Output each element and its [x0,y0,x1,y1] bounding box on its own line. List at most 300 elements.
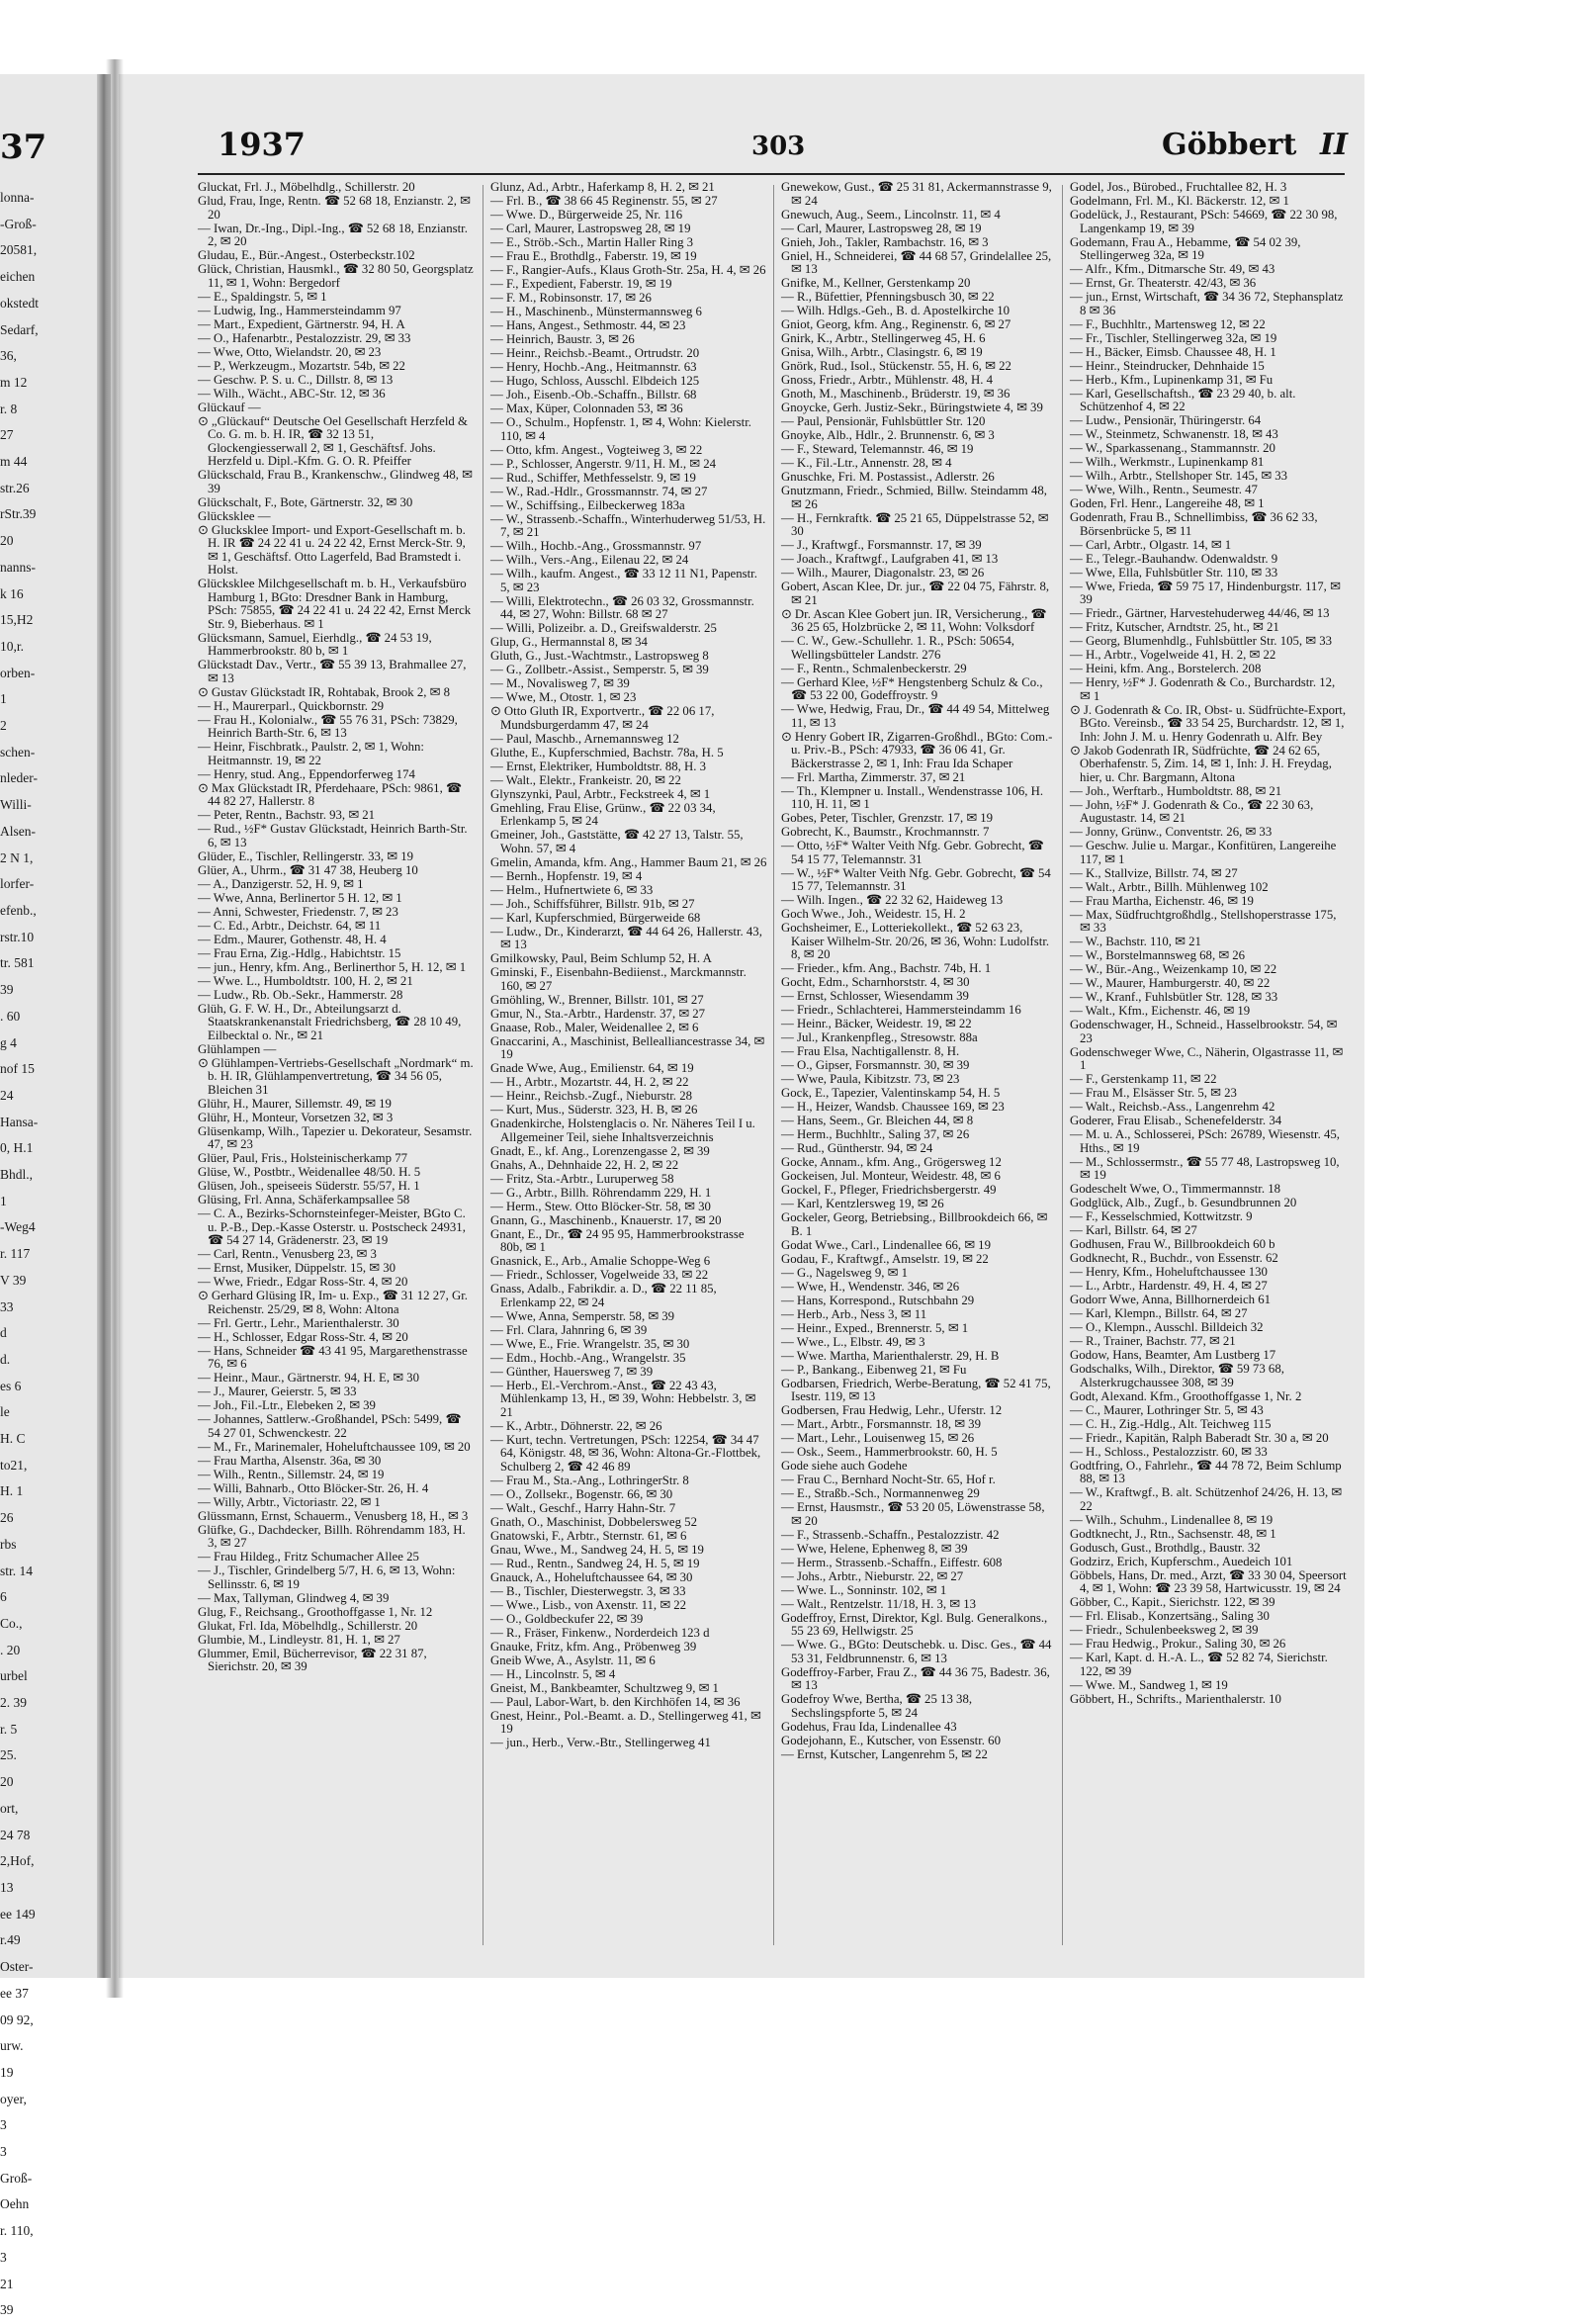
previous-page-fragment: 2 N 1, [0,849,34,865]
directory-entry: Gnaccarini, A., Maschinist, Bellealliancestrasse 34, ✉ 19 [490,1033,765,1061]
directory-entry: Gocht, Edm., Scharnhorststr. 4, ✉ 30 [781,975,970,989]
directory-entry: — Friedr., Kapitän, Ralph Baberadt Str. 30 a, ✉ 20 [1070,1430,1329,1445]
directory-entry: Godusch, Gust., Brothdlg., Baustr. 32 [1070,1540,1261,1555]
directory-entry: — Heinr., Reichsb.-Zugf., Nieburstr. 28 [490,1089,693,1103]
directory-entry: — Hans, Schneider ☎ 43 41 95, Margarethenstrasse 76, ✉ 6 [198,1343,468,1371]
previous-page-fragment: 3 [0,2117,7,2133]
previous-page-fragment: 15,H2 [0,612,34,628]
directory-entry: — O., Goldbeckufer 22, ✉ 39 [490,1611,644,1626]
directory-entry: — Frau Hildeg., Fritz Schumacher Allee 25 [198,1550,419,1564]
directory-entry: Gnewekow, Gust., ☎ 25 31 81, Ackermannstrasse 9, ✉ 24 [781,180,1052,208]
directory-entry: Gniot, Georg, kfm. Ang., Reginenstr. 6, ✉ 27 [781,317,1011,331]
directory-entry: Gockeler, Georg, Betriebsing., Billbrookdeich 66, ✉ B. 1 [781,1210,1048,1238]
previous-page-fragment: H. 1 [0,1483,24,1499]
directory-entry: Gobert, Ascan Klee, Dr. jur., ☎ 22 04 75, Fährstr. 8, ✉ 21 [781,580,1050,607]
directory-entry: — P., Bankang., Eibenweg 21, ✉ Fu [781,1362,967,1377]
directory-entry: Glückstadt Dav., Vertr., ☎ 55 39 13, Brahmallee 27, ✉ 13 [198,658,467,685]
directory-entry: — Wilh., Hochb.-Ang., Grossmannstr. 97 [490,539,702,553]
directory-entry: — H., Arbtr., Mozartstr. 44, H. 2, ✉ 22 [490,1075,689,1089]
previous-page-fragment: oyer, [0,2091,27,2106]
volume-number: II [1320,128,1349,162]
directory-entry: — Herm., Stew. Otto Blöcker-Str. 58, ✉ 30 [490,1199,711,1213]
directory-entry: — Carl, Maurer, Lastropsweg 28, ✉ 19 [490,222,691,235]
directory-entry: — Herb., El.-Verchrom.-Anst., ☎ 22 43 43, Mühlenkamp 13, H., ✉ 39, Wohn: Hebbelstr. 3, ✉ 21 [490,1378,756,1419]
directory-entry: Göbbels, Hans, Dr. med., Arzt, ☎ 33 30 04, Speersort 4, ✉ 1, Wohn: ☎ 23 39 58, Hartwicusstr. 19, ✉ 24 [1070,1567,1347,1595]
directory-entry: Gnath, O., Maschinist, Dobbelersweg 52 [490,1514,697,1529]
directory-entry: ⊙ Glucksklee Import- und Export-Gesellschaft m. b. H. IR ☎ 24 22 41 u. 24 22 42, Ernst Merck-Str. 9, ✉ 1, Geschäftsf. Otto Lagerfeld, Bad Bramstedt i. Holst. [198,522,466,577]
directory-entry: — Frau M., Sta.-Ang., LothringerStr. 8 [490,1473,689,1487]
directory-entry: — John, ½F* J. Godenrath & Co., ☎ 22 30 63, Augustastr. 14, ✉ 21 [1070,797,1314,825]
directory-column-2 [490,181,767,1961]
previous-page-fragment: 2 [0,718,7,734]
previous-page-fragment: . 60 [0,1008,21,1024]
directory-entry: Gnadt, E., kf. Ang., Lorenzengasse 2, ✉ 39 [490,1143,710,1158]
directory-entry: — Henry, ½F* J. Godenrath & Co., Burchardstr. 12, ✉ 1 [1070,675,1336,703]
directory-entry: Gluth, G., Just.-Wachtmstr., Lastropsweg 8 [490,649,709,663]
directory-entry: — Wwe. L., Sonninstr. 102, ✉ 1 [781,1582,947,1597]
directory-entry: — Wwe, Hedwig, Frau, Dr., ☎ 44 49 54, Mittelweg 11, ✉ 13 [781,702,1050,730]
directory-entry: — Wilh. Ingen., ☎ 22 32 62, Haideweg 13 [781,893,1004,907]
previous-page-fragment: 3 [0,2249,7,2265]
column-divider [1062,185,1063,1945]
directory-entry: Gmilkowsky, Paul, Beim Schlump 52, H. A [490,951,712,965]
directory-entry: Gneib Wwe, A., Asylstr. 11, ✉ 6 [490,1653,656,1667]
directory-entry: — W., Bachstr. 110, ✉ 21 [1070,935,1201,948]
directory-entry: — Joh., Werftarb., Humboldtstr. 88, ✉ 21 [1070,783,1282,798]
directory-entry: Godschalks, Wilh., Direktor, ☎ 59 73 68, Alsterkrugchaussee 308, ✉ 39 [1070,1362,1284,1389]
directory-entry: Glücksklee Milchgesellschaft m. b. H., Verkaufsbüro Hamburg 1, BGto: Dresdner Bank in Hamburg, PSch: 75855, ☎ 24 22 41 u. 24 22 42, Ernst Merck Str. 9, Bieberhaus. ✉ 1 [198,577,472,631]
directory-entry: — Joh., Fil.-Ltr., Elebeken 2, ✉ 39 [198,1398,376,1412]
directory-entry: Gluckat, Frl. J., Möbelhdlg., Schillerstr. 20 [198,180,415,194]
previous-page-fragment: . 20 [0,1642,21,1657]
directory-entry: — Frau M., Elsässer Str. 5, ✉ 23 [1070,1086,1237,1100]
directory-entry: Godorr Wwe, Anna, Billhornerdeich 61 [1070,1293,1272,1306]
directory-entry: — Hans, Angest., Sethmostr. 44, ✉ 23 [490,318,686,332]
directory-entry: Godeschelt Wwe, O., Timmermannstr. 18 [1070,1182,1281,1196]
directory-entry: Gmehling, Frau Elise, Grünw., ☎ 22 03 34, Erlenkamp 5, ✉ 24 [490,800,716,828]
previous-page-fragment: str.26 [0,480,30,495]
previous-page-fragment: nof 15 [0,1061,35,1077]
directory-entry: — Wilh., Maurer, Diagonalstr. 23, ✉ 26 [781,566,985,580]
directory-entry: — H., Bäcker, Eimsb. Chaussee 48, H. 1 [1070,344,1276,359]
directory-entry: Glückauf — [198,400,261,414]
directory-entry: — Willi, Bahnarb., Otto Blöcker-Str. 26, H. 4 [198,1480,429,1495]
directory-entry: Gnant, E., Dr., ☎ 24 95 95, Hammerbrookstrasse 80b, ✉ 1 [490,1226,745,1254]
previous-page-fragment: 20 [0,533,14,549]
directory-entry: Godtknecht, J., Rtn., Sachsenstr. 48, ✉ 1 [1070,1526,1276,1541]
directory-entry: ⊙ J. Godenrath & Co. IR, Obst- u. Südfrüchte-Export, BGto. Vereinsb., ☎ 33 54 25, Burchardstr. 12, ✉ 1, Inh: John J. M. u. Henry Godenrath u. Alfr. Bey [1070,702,1347,744]
directory-entry: — Wwe., L., Elbstr. 49, ✉ 3 [781,1334,925,1349]
directory-entry: Gnutzmann, Friedr., Schmied, Billw. Steindamm 48, ✉ 26 [781,484,1047,511]
directory-entry: Gminski, F., Eisenbahn-Bediienst., Marckmannstr. 160, ✉ 27 [490,965,747,993]
directory-entry: Glumbie, M., Lindleystr. 81, H. 1, ✉ 27 [198,1632,400,1647]
directory-entry: Gmur, N., Sta.-Arbtr., Hardenstr. 37, ✉ 27 [490,1006,706,1021]
directory-entry: — Wwe, Anna, Semperstr. 58, ✉ 39 [490,1308,675,1323]
directory-entry: Gnuschke, Fri. M. Postassist., Adlerstr. 26 [781,470,995,484]
directory-entry: — Wilh. Hdlgs.-Geh., B. d. Apostelkirche 10 [781,304,1010,317]
directory-entry: — Anni, Schwester, Friedenstr. 7, ✉ 23 [198,904,398,919]
previous-page-fragment: 19 [0,2064,14,2080]
directory-entry: — Wilh., Wächt., ABC-Str. 12, ✉ 36 [198,386,386,401]
previous-page-fragment: 39 [0,982,14,998]
directory-entry: — F., Kesselschmied, Kottwitzstr. 9 [1070,1209,1253,1223]
directory-entry: — W., Sparkassenang., Stammannstr. 20 [1070,441,1275,455]
directory-entry: — Wilh., Werkmstr., Lupinenkamp 81 [1070,455,1265,469]
directory-entry: ⊙ Henry Gobert IR, Zigarren-Großhdl., BGto: Com.- u. Priv.-B., PSch: 47933, ☎ 36 06 41, Gr. Bäckerstrasse 2, ✉ 1, Inh: Frau Ida Schaper [781,729,1053,770]
directory-entry: Glüsing, Frl. Anna, Schäferkampsallee 58 [198,1193,410,1207]
previous-page-fragment: 21 [0,2276,14,2291]
directory-entry: Goden, Frl. Henr., Langereihe 48, ✉ 1 [1070,496,1265,510]
directory-entry: — O., Hafenarbtr., Pestalozzistr. 29, ✉ 33 [198,330,411,345]
directory-entry: Gock, E., Tapezier, Valentinskamp 54, H. 5 [781,1086,1001,1100]
previous-page-fragment: 2,Hof, [0,1853,35,1869]
directory-entry: — Friedr., Schlachterei, Hammersteindamm 16 [781,1003,1021,1017]
directory-column-3 [781,181,1058,1961]
directory-entry: Glüse, W., Postbtr., Weidenallee 48/50. H. 5 [198,1165,421,1179]
directory-entry: — Ernst, Hausmstr., ☎ 53 20 05, Löwenstrasse 58, ✉ 20 [781,1500,1045,1528]
directory-entry: Glüh, G. F. W. H., Dr., Abteilungsarzt d. Staatskrankenanstalt Friedrichsberg, ☎ 28 10 49, Eilbecktal o. Nr., ✉ 21 [198,1001,462,1042]
directory-entry: — Geschw. P. S. u. C., Dillstr. 8, ✉ 13 [198,372,394,387]
directory-entry: — jun., Henry, kfm. Ang., Berlinerthor 5, H. 12, ✉ 1 [198,959,467,974]
directory-entry: — Ernst, Kutscher, Langenrehm 5, ✉ 22 [781,1746,988,1761]
directory-entry: — Heinr., Reichsb.-Beamt., Ortrudstr. 20 [490,346,700,360]
directory-entry: — Rud., ½F* Gustav Glückstadt, Heinrich Barth-Str. 6, ✉ 13 [198,822,468,849]
directory-entry: — C., Maurer, Lothringer Str. 5, ✉ 43 [1070,1402,1264,1417]
previous-page-fragment: ort, [0,1800,19,1816]
previous-page-fragment: Bhdl., [0,1167,34,1183]
directory-entry: ⊙ „Glückauf“ Deutsche Oel Gesellschaft Herzfeld & Co. G. m. b. H. IR, ☎ 32 13 51, Glockengiesserwall 2, ✉ 1, Geschäftsf. Johs. Herzfeld u. Dipl.-Kfm. G. O. R. Pfeiffer [198,413,468,468]
directory-entry: Godau, F., Kraftwgf., Amselstr. 19, ✉ 22 [781,1251,989,1266]
directory-entry: — Wwe. Martha, Marienthalerstr. 29, H. B [781,1348,1000,1363]
directory-entry: — Johs., Arbtr., Nieburstr. 22, ✉ 27 [781,1568,964,1583]
directory-entry: — Herm., Strassenb.-Schaffn., Eiffestr. 608 [781,1555,1003,1569]
column-divider [773,185,774,1945]
directory-entry: Godenrath, Frau B., Schnellimbiss, ☎ 36 62 33, Börsenbrücke 5, ✉ 11 [1070,510,1318,538]
directory-entry: — Joh., Schiffsführer, Billstr. 91b, ✉ 27 [490,896,695,911]
directory-entry: — Otto, ½F* Walter Veith Nfg. Gebr. Gobrecht, ☎ 54 15 77, Telemannstr. 31 [781,839,1044,866]
directory-entry: — Wwe. G., BGto: Deutschebk. u. Disc. Ges., ☎ 44 53 31, Feldbrunnenstr. 6, ✉ 13 [781,1638,1052,1665]
directory-entry: Gnadenkirche, Holstenglacis o. Nr. Näheres Teil I u. Allgemeiner Teil, siehe Inhaltsverzeichnis [490,1117,755,1144]
directory-entry: — P., Schlosser, Angerstr. 9/11, H. M., ✉ 24 [490,456,716,471]
directory-entry: — Willi, Polizeibr. a. D., Greifswalderstr. 25 [490,621,717,635]
previous-page-edge [0,74,111,2318]
directory-entry: — P., Werkzeugm., Mozartstr. 54b, ✉ 22 [198,358,405,373]
directory-entry: — O., Klempn., Ausschl. Billdeich 32 [1070,1320,1264,1334]
directory-entry: — G., Arbtr., Billh. Röhrendamm 229, H. 1 [490,1185,712,1200]
directory-entry: — Max, Tallyman, Glindweg 4, ✉ 39 [198,1590,390,1605]
directory-entry: — B., Tischler, Diesterwegstr. 3, ✉ 33 [490,1583,686,1598]
directory-entry: — Henry, Kfm., Hoheluftchaussee 130 [1070,1265,1268,1279]
directory-entry: — C. A., Bezirks-Schornsteinfeger-Meister, BGto C. u. P.-B., Dep.-Kasse Osterstr. u. Postscheck 24931, ☎ 54 27 14, Grädenerstr. 23, ✉ 19 [198,1207,466,1247]
directory-entry: Gnauck, A., Hoheluftchaussee 64, ✉ 30 [490,1569,693,1584]
directory-entry: — Frau Elsa, Nachtigallenstr. 8, H. [781,1044,960,1058]
previous-page-fragment: Sedarf, [0,321,39,337]
directory-entry: Godeffroy-Farber, Frau Z., ☎ 44 36 75, Badestr. 36, ✉ 13 [781,1664,1050,1692]
directory-entry: — Ernst, Musiker, Düppelstr. 15, ✉ 30 [198,1261,396,1275]
directory-entry: Godel, Jos., Bürobed., Fruchtallee 82, H. 3 [1070,180,1287,194]
directory-entry: Gludau, E., Bür.-Angest., Osterbeckstr.102 [198,248,415,262]
directory-entry: — E., Telegr.-Bauhandw. Odenwaldstr. 9 [1070,551,1278,566]
directory-entry: — Wwe, Otto, Wielandstr. 20, ✉ 23 [198,344,382,359]
directory-entry: — Kurt, techn. Vertretungen, PSch: 12254, ☎ 34 47 64, Königstr. 48, ✉ 36, Wohn: Altona-Gr.-Flottbek, Schulberg 2, ☎ 42 46 89 [490,1432,761,1474]
directory-entry: — H., Schlosser, Edgar Ross-Str. 4, ✉ 20 [198,1329,408,1344]
directory-entry: Glukat, Frl. Ida, Möbelhdlg., Schillerstr. 20 [198,1618,418,1633]
previous-page-fragment: 24 78 [0,1827,31,1842]
directory-entry: — Edm., Maurer, Gothenstr. 48, H. 4 [198,932,387,946]
page-header [119,74,1364,193]
directory-entry: — E., Straßb.-Sch., Normannenweg 29 [781,1486,980,1500]
directory-entry: — W., Kranf., Fuhlsbütler Str. 128, ✉ 33 [1070,990,1278,1004]
previous-page-fragment: 1 [0,1193,7,1208]
directory-entry: Glühr, H., Monteur, Vorsetzen 32, ✉ 3 [198,1110,394,1124]
previous-page-fragment: es 6 [0,1378,22,1393]
directory-entry: — E., Spaldingstr. 5, ✉ 1 [198,289,327,304]
directory-entry: — Friedr., Schulenbeeksweg 2, ✉ 39 [1070,1623,1259,1637]
directory-entry: — H., Maurerparl., Quickbornstr. 29 [198,698,385,713]
directory-entry: — Frau Martha, Alsenstr. 36a, ✉ 30 [198,1453,382,1468]
previous-page-fragment: r. 117 [0,1246,31,1262]
page-year: 1937 [218,126,307,163]
previous-page-fragment: eichen [0,269,36,285]
directory-entry: Godzirz, Erich, Kupferschm., Auedeich 101 [1070,1554,1293,1568]
directory-entry: Glüer, A., Uhrm., ☎ 31 47 38, Heuberg 10 [198,862,418,877]
directory-entry: Gmeiner, Joh., Gaststätte, ☎ 42 27 13, Talstr. 55, Wohn. 57, ✉ 4 [490,828,744,855]
directory-entry: Godbersen, Frau Hedwig, Lehr., Uferstr. 12 [781,1403,1003,1417]
directory-entry: — Osk., Seem., Hammerbrookstr. 60, H. 5 [781,1445,998,1459]
previous-page-fragment: urbel [0,1668,28,1684]
directory-entry: Göbbert, H., Schrifts., Marienthalerstr. 10 [1070,1691,1281,1706]
directory-entry: — Jonny, Grünw., Conventstr. 26, ✉ 33 [1070,825,1273,839]
previous-page-fragment: 10,r. [0,638,25,654]
directory-entry: — Alfr., Kfm., Ditmarsche Str. 49, ✉ 43 [1070,262,1275,276]
directory-entry: Godejohann, E., Kutscher, von Essenstr. 60 [781,1733,1001,1747]
directory-entry: ⊙ Gerhard Glüsing IR, Im- u. Exp., ☎ 31 12 27, Gr. Reichenstr. 25/29, ✉ 8, Wohn: Altona [198,1289,468,1316]
directory-entry: Gmöhling, W., Brenner, Billstr. 101, ✉ 27 [490,992,704,1007]
directory-entry: — Frl. B., ☎ 38 66 45 Reginenstr. 55, ✉ 27 [490,194,718,208]
previous-page-text-fragments [0,185,95,2324]
directory-entry: — Walt., Kfm., Eichenstr. 46, ✉ 19 [1070,1004,1251,1018]
previous-page-fragment: 3 [0,2144,7,2160]
directory-entry: Gockeisen, Jul. Monteur, Weidestr. 48, ✉ 6 [781,1169,1001,1183]
previous-page-fragment: ee 149 [0,1906,36,1922]
directory-entry: — H., Heizer, Wandsb. Chaussee 169, ✉ 23 [781,1100,1005,1114]
directory-entry: — Wwe, Wilh., Rentn., Seumestr. 47 [1070,483,1258,496]
directory-entry: — R., Büfettier, Pfenningsbusch 30, ✉ 22 [781,290,995,304]
directory-entry: ⊙ Gustav Glückstadt IR, Rohtabak, Brook 2, ✉ 8 [198,684,450,699]
previous-page-fragment: 36, [0,348,17,364]
binding-shadow [106,59,124,1998]
directory-entry: — Mart., Lehr., Louisenweg 15, ✉ 26 [781,1431,975,1445]
directory-entry: — Carl, Arbtr., Olgastr. 14, ✉ 1 [1070,537,1232,552]
directory-entry: Gobes, Peter, Tischler, Grenzstr. 17, ✉ 19 [781,811,994,825]
directory-entry: Glüsenkamp, Wilh., Tapezier u. Dekorateur, Sesamstr. 47, ✉ 23 [198,1123,473,1151]
directory-entry: — W., Rad.-Hdlr., Grossmannstr. 74, ✉ 27 [490,484,708,498]
directory-entry: Gobrecht, K., Baumstr., Krochmannstr. 7 [781,825,990,839]
directory-entry: — Ludw., Pensionär, Thüringerstr. 64 [1070,413,1262,427]
directory-entry: — H., Lincolnstr. 5, ✉ 4 [490,1666,616,1681]
directory-entry: Gnoth, M., Maschinenb., Brüderstr. 19, ✉ 36 [781,387,1011,401]
directory-entry: — Fritz, Sta.-Arbtr., Luruperweg 58 [490,1171,674,1186]
directory-entry: — Walt., Rentzelstr. 11/18, H. 3, ✉ 13 [781,1596,977,1611]
directory-entry: — Rud., Schiffer, Methfesselstr. 9, ✉ 19 [490,470,696,485]
directory-entry: — Hans, Seem., Gr. Bleichen 44, ✉ 8 [781,1114,974,1127]
directory-entry: Gnann, G., Maschinenb., Knauerstr. 17, ✉ 20 [490,1212,722,1227]
previous-page-fragment: d [0,1325,7,1341]
directory-entry: — Max, Südfruchtgroßhdlg., Stellshoperstrasse 175, ✉ 33 [1070,907,1337,935]
directory-entry: — Karl, Kapt. d. H.-A. L., ☎ 52 82 74, Sierichstr. 122, ✉ 39 [1070,1651,1328,1678]
directory-entry: — O., Schulm., Hopfenstr. 1, ✉ 4, Wohn: Kielerstr. 110, ✉ 4 [490,415,751,443]
previous-page-fragment: Hansa- [0,1114,39,1129]
directory-entry: Gnaase, Rob., Maler, Weidenallee 2, ✉ 6 [490,1020,699,1034]
directory-entry: — A., Danzigerstr. 52, H. 9, ✉ 1 [198,876,364,891]
previous-page-fragment: 33 [0,1298,14,1314]
directory-entry: ⊙ Otto Gluth IR, Exportvertr., ☎ 22 06 17, Mundsburgerdamm 47, ✉ 24 [490,704,715,732]
previous-page-fragment: Groß- [0,2170,33,2186]
directory-entry: — Karl, Gesellschaftsh., ☎ 23 29 40, b. alt. Schützenhof 4, ✉ 22 [1070,386,1296,413]
previous-page-fragment: m 44 [0,454,28,470]
previous-page-fragment: 09 92, [0,2011,34,2027]
directory-entry: Godt, Alexand. Kfm., Groothoffgasse 1, Nr. 2 [1070,1388,1302,1403]
directory-entry: — Wwe, E., Frie. Wrangelstr. 35, ✉ 30 [490,1336,690,1351]
directory-entry: — O., Gipser, Forsmannstr. 30, ✉ 39 [781,1058,970,1072]
previous-page-fragment: 27 [0,427,14,443]
directory-entry: — Gerhard Klee, ½F* Hengstenberg Schulz & Co., ☎ 53 22 00, Godeffroystr. 9 [781,674,1043,702]
directory-entry: — Frau Martha, Eichenstr. 46, ✉ 19 [1070,893,1254,908]
directory-entry: Glud, Frau, Inge, Rentn. ☎ 52 68 18, Enzianstr. 2, ✉ 20 [198,194,471,222]
directory-entry: ⊙ Dr. Ascan Klee Gobert jun. IR, Versicherung., ☎ 36 25 65, Holzbrücke 2, ✉ 11, Wohn: Volksdorf [781,606,1047,634]
directory-entry: — M., Fr., Marinemaler, Hoheluftchaussee 109, ✉ 20 [198,1439,471,1454]
directory-entry: — F., Expedient, Faberstr. 19, ✉ 19 [490,277,672,291]
directory-entry: — Heini, kfm. Ang., Borstelerch. 208 [1070,662,1262,675]
directory-entry: — W., Strassenb.-Schaffn., Winterhuderweg 51/53, H. 7, ✉ 21 [490,511,766,539]
directory-entry: Glühlampen — [198,1041,277,1056]
directory-entry: — Ludwig, Ing., Hammersteindamm 97 [198,303,401,317]
directory-entry: — Peter, Rentn., Bachstr. 93, ✉ 21 [198,808,376,822]
directory-entry: — M., Novalisweg 7, ✉ 39 [490,676,630,690]
directory-entry: — Max, Küper, Colonnaden 53, ✉ 36 [490,402,683,415]
header-rule [198,173,1345,175]
directory-entry: — Wwe. M., Sandweg 1, ✉ 19 [1070,1677,1228,1692]
previous-page-fragment: r. 5 [0,1721,18,1737]
previous-page-fragment: H. C [0,1431,26,1447]
directory-entry: Godelmann, Frl. M., Kl. Bäckerstr. 12, ✉ 1 [1070,194,1289,208]
previous-page-number: 37 [0,128,47,167]
previous-page-fragment: to21, [0,1457,28,1473]
directory-entry: Godhusen, Frau W., Billbrookdeich 60 b [1070,1237,1275,1251]
directory-entry: — Wilh., Schuhm., Lindenallee 8, ✉ 19 [1070,1512,1274,1527]
directory-entry: Godknecht, R., Buchdr., von Essenstr. 62 [1070,1251,1278,1265]
directory-entry: — Edm., Hochb.-Ang., Wrangelstr. 35 [490,1350,686,1365]
directory-entry: — Wwe., Lisb., von Axenstr. 11, ✉ 22 [490,1597,687,1612]
directory-entry: — Frl. Clara, Jahnring 6, ✉ 39 [490,1322,648,1337]
directory-entry: — Frau Erna, Zig.-Hdlg., Habichtstr. 15 [198,945,401,960]
directory-entry: Gnade Wwe, Aug., Emilienstr. 64, ✉ 19 [490,1061,694,1075]
previous-page-fragment: 2. 39 [0,1695,27,1711]
directory-entry: — Henry, Hochb.-Ang., Heitmannstr. 63 [490,360,697,374]
directory-entry: — Wwe, Helene, Ephenweg 8, ✉ 39 [781,1541,968,1556]
directory-entry: — Rud., Güntherstr. 94, ✉ 24 [781,1141,933,1155]
directory-entry: Gocke, Annam., kfm. Ang., Grögersweg 12 [781,1155,1002,1169]
directory-entry: — K., Fil.-Ltr., Annenstr. 28, ✉ 4 [781,456,952,470]
previous-page-fragment: efenb., [0,902,37,918]
directory-entry: — Friedr., Gärtner, Harvestehuderweg 44/46, ✉ 13 [1070,606,1330,620]
directory-entry: Godehus, Frau Ida, Lindenallee 43 [781,1719,957,1734]
directory-entry: Gluthe, E., Kupferschmied, Bachstr. 78a, H. 5 [490,745,724,760]
directory-entry: Gnewuch, Aug., Seem., Lincolnstr. 11, ✉ 4 [781,207,1001,222]
previous-page-fragment: lorfer- [0,876,35,892]
directory-entry: — H., Arbtr., Vogelweide 41, H. 2, ✉ 22 [1070,648,1276,662]
directory-entry: — Ludw., Dr., Kinderarzt, ☎ 44 64 26, Hallerstr. 43, ✉ 13 [490,924,762,951]
directory-entry: — Karl, Kentzlersweg 19, ✉ 26 [781,1197,944,1210]
directory-entry: — Johannes, Sattlerw.-Großhandel, PSch: 5499, ☎ 54 27 01, Schwenckestr. 22 [198,1412,462,1440]
directory-entry: — F., Strassenb.-Schaffn., Pestalozzistr. 42 [781,1527,1000,1542]
directory-entry: — Ernst, Elektriker, Humboldtstr. 88, H. 3 [490,759,707,773]
previous-page-fragment: 0, H.1 [0,1140,34,1156]
directory-entry: — Wilh., Vers.-Ang., Eilenau 22, ✉ 24 [490,553,689,567]
directory-entry: — F., Rentn., Schmalenbeckerstr. 29 [781,661,967,675]
directory-entry: — Willy, Arbtr., Victoriastr. 22, ✉ 1 [198,1494,381,1509]
directory-entry: Godefroy Wwe, Bertha, ☎ 25 13 38, Sechslingspforte 5, ✉ 24 [781,1692,973,1720]
previous-page-fragment: Co., [0,1615,23,1631]
directory-entry: — W., Bür.-Ang., Weizenkamp 10, ✉ 22 [1070,962,1277,976]
directory-entry: Godtfring, O., Fahrlehr., ☎ 44 78 72, Beim Schlump 88, ✉ 13 [1070,1458,1342,1485]
previous-page-fragment: nanns- [0,559,36,575]
directory-entry: — M., Schlossermstr., ☎ 55 77 48, Lastropsweg 10, ✉ 19 [1070,1154,1340,1182]
previous-page-fragment: schen- [0,744,36,760]
directory-entry: — Wwe. D., Bürgerweide 25, Nr. 116 [490,208,683,222]
previous-page-fragment: nleder- [0,770,38,786]
directory-page [119,74,1364,1978]
directory-entry: Gnauke, Fritz, kfm. Ang., Pröbenweg 39 [490,1639,697,1654]
directory-entry: — Henry, stud. Ang., Eppendorferweg 174 [198,766,415,781]
previous-page-fragment: ee 37 [0,1985,29,2001]
directory-column-4 [1070,181,1347,1961]
directory-entry: Gnisa, Wilh., Arbtr., Clasingstr. 6, ✉ 19 [781,345,983,359]
directory-entry: — O., Zollsekr., Bogenstr. 66, ✉ 30 [490,1486,673,1501]
directory-entry: — Wwe. L., Humboldtstr. 100, H. 2, ✉ 21 [198,973,413,988]
directory-entry: Glücksmann, Samuel, Eierhdlg., ☎ 24 53 19, Hammerbrookstr. 80 b, ✉ 1 [198,630,432,658]
directory-entry: — Frau H., Kolonialw., ☎ 55 76 31, PSch: 73829, Heinrich Barth-Str. 6, ✉ 13 [198,712,458,740]
directory-entry: — Frl. Elisab., Konzertsäng., Saling 30 [1070,1609,1270,1623]
previous-page-fragment: r. 110, [0,2223,34,2239]
previous-page-fragment: 20 [0,1774,14,1790]
previous-page-fragment: Oster- [0,1959,34,1975]
directory-entry: — H., Schloss., Pestalozzistr. 60, ✉ 33 [1070,1444,1268,1459]
directory-entry: — F. M., Robinsonstr. 17, ✉ 26 [490,291,652,305]
directory-entry: — Rud., Rentn., Sandweg 24, H. 5, ✉ 19 [490,1556,700,1570]
previous-page-fragment: 39 [0,2302,14,2318]
previous-page-fragment: Willi- [0,797,32,813]
directory-entry: — Heinr., Steindrucker, Dehnhaide 15 [1070,358,1265,373]
directory-entry: — F., Rangier-Aufs., Klaus Groth-Str. 25a, H. 4, ✉ 26 [490,263,766,277]
directory-entry: — Iwan, Dr.-Ing., Dipl.-Ing., ☎ 52 68 18, Enzianstr. 2, ✉ 20 [198,221,468,248]
directory-entry: — Wilh., Arbtr., Stellshoper Str. 145, ✉ 33 [1070,469,1288,483]
directory-entry: ⊙ Glühlampen-Vertriebs-Gesellschaft „Nordmark“ m. b. H. IR, Glühlampenvertretung, ☎ 34 56 05, Bleichen 31 [198,1055,474,1097]
directory-entry: — W., Steinmetz, Schwanenstr. 18, ✉ 43 [1070,427,1278,441]
directory-entry: Glück, Christian, Hausmkl., ☎ 32 80 50, Georgsplatz 11, ✉ 1, Wohn: Bergedorf [198,262,474,290]
directory-entry: — Walt., Reichsb.-Ass., Langenrehm 42 [1070,1100,1275,1114]
directory-entry: — C. Ed., Arbtr., Deichstr. 64, ✉ 11 [198,918,382,933]
directory-entry: Gnifke, M., Kellner, Gerstenkamp 20 [781,276,971,290]
directory-entry: Gnoycke, Gerh. Justiz-Sekr., Büringstwiete 4, ✉ 39 [781,401,1043,414]
directory-entry: — Paul, Maschb., Arnemannsweg 12 [490,731,679,746]
directory-entry: Godelück, J., Restaurant, PSch: 54669, ☎ 22 30 98, Langenkamp 19, ✉ 39 [1070,208,1338,235]
directory-entry: — Geschw. Julie u. Margar., Konfitüren, Langereihe 117, ✉ 1 [1070,839,1337,866]
previous-page-fragment: m 12 [0,374,28,390]
directory-entry: — Frl. Gertr., Lehr., Marienthalerstr. 30 [198,1315,399,1330]
previous-page-fragment: urw. [0,2038,24,2054]
directory-entry: — W., Kraftwgf., B. alt. Schützenhof 24/26, H. 13, ✉ 22 [1070,1485,1343,1513]
